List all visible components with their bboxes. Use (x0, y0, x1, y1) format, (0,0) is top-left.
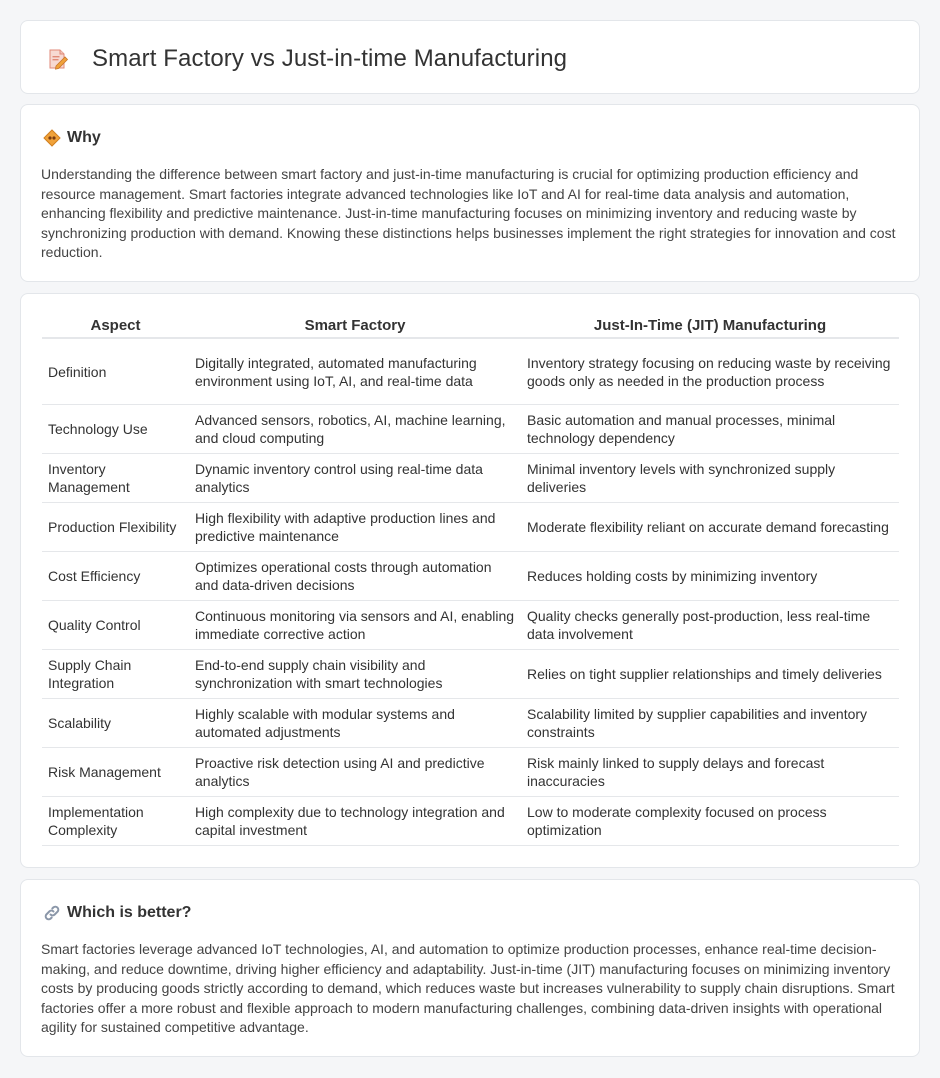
aspect-cell: Quality Control (42, 601, 189, 650)
comparison-card (20, 293, 920, 868)
table-row (42, 405, 899, 454)
jit-cell: Moderate flexibility reliant on accurate demand forecasting (521, 503, 899, 552)
jit-cell: Basic automation and manual processes, minimal technology dependency (521, 405, 899, 454)
aspect-cell: Scalability (42, 699, 189, 748)
which-is-better-title: Which is better? (67, 904, 192, 921)
document-pencil-icon (47, 48, 69, 70)
smart-factory-cell: Proactive risk detection using AI and predictive analytics (189, 748, 521, 797)
aspect-cell: Definition (42, 339, 189, 405)
header-aspect: Aspect (42, 316, 189, 339)
header-card (20, 20, 920, 94)
table-row (42, 699, 899, 748)
table-row (42, 339, 899, 405)
jit-cell: Reduces holding costs by minimizing inventory (521, 552, 899, 601)
smart-factory-cell: Dynamic inventory control using real-time data analytics (189, 454, 521, 503)
why-paragraph: Understanding the difference between smart factory and just-in-time manufacturing is crucial for optimizing production efficiency and resource management. Smart factories integrate advanced technologies like IoT and AI for real-time data analysis and automation, enhancing flexibility and predictive maintenance. Just-in-time manufacturing focuses on minimizing inventory and reducing waste by synchronizing production with demand. Knowing these distinctions helps businesses implement the right strategies for innovation and cost reduction. (41, 166, 896, 260)
header-jit: Just-In-Time (JIT) Manufacturing (521, 316, 899, 339)
smart-factory-cell: End-to-end supply chain visibility and synchronization with smart technologies (189, 650, 521, 699)
smart-factory-cell: Optimizes operational costs through automation and data-driven decisions (189, 552, 521, 601)
why-card (20, 104, 920, 282)
aspect-cell: Risk Management (42, 748, 189, 797)
table-header-row (42, 316, 899, 339)
page-title: Smart Factory vs Just-in-time Manufacturing (92, 45, 568, 72)
table-row (42, 650, 899, 699)
table-row (42, 503, 899, 552)
jit-cell: Risk mainly linked to supply delays and forecast inaccuracies (521, 748, 899, 797)
which-is-better-card (20, 879, 920, 1057)
smart-factory-cell: Highly scalable with modular systems and automated adjustments (189, 699, 521, 748)
aspect-cell: Technology Use (42, 405, 189, 454)
table-row (42, 601, 899, 650)
table-row (42, 552, 899, 601)
table-row (42, 797, 899, 846)
jit-cell: Inventory strategy focusing on reducing waste by receiving goods only as needed in the production process (521, 339, 899, 405)
smart-factory-cell: Digitally integrated, automated manufacturing environment using IoT, AI, and real-time data (189, 339, 521, 405)
jit-cell: Scalability limited by supplier capabilities and inventory constraints (521, 699, 899, 748)
link-icon (43, 904, 61, 922)
aspect-cell: Cost Efficiency (42, 552, 189, 601)
aspect-cell: Production Flexibility (42, 503, 189, 552)
comparison-table (42, 316, 899, 846)
aspect-cell: Implementation Complexity (42, 797, 189, 846)
which-is-better-paragraph: Smart factories leverage advanced IoT technologies, AI, and automation to optimize production processes, enhance real-time decision-making, and reduce downtime, driving higher efficiency and adaptability. Just-in-time (JIT) manufacturing focuses on minimizing inventory costs by producing goods strictly according to demand, which reduces waste but increases vulnerability to supply chain disruptions. Smart factories offer a more robust and flexible approach to modern manufacturing challenges, combining data-driven insights with operational agility for sustained competitive advantage. (41, 941, 895, 1035)
table-row (42, 748, 899, 797)
why-title: Why (67, 129, 101, 146)
smart-factory-cell: Continuous monitoring via sensors and AI, enabling immediate corrective action (189, 601, 521, 650)
jit-cell: Low to moderate complexity focused on process optimization (521, 797, 899, 846)
diamond-sign-icon (43, 129, 61, 147)
smart-factory-cell: High flexibility with adaptive production lines and predictive maintenance (189, 503, 521, 552)
jit-cell: Relies on tight supplier relationships and timely deliveries (521, 650, 899, 699)
smart-factory-cell: Advanced sensors, robotics, AI, machine learning, and cloud computing (189, 405, 521, 454)
jit-cell: Quality checks generally post-production, less real-time data involvement (521, 601, 899, 650)
table-row (42, 454, 899, 503)
aspect-cell: Supply Chain Integration (42, 650, 189, 699)
header-smart-factory: Smart Factory (189, 316, 521, 339)
jit-cell: Minimal inventory levels with synchronized supply deliveries (521, 454, 899, 503)
aspect-cell: Inventory Management (42, 454, 189, 503)
smart-factory-cell: High complexity due to technology integration and capital investment (189, 797, 521, 846)
